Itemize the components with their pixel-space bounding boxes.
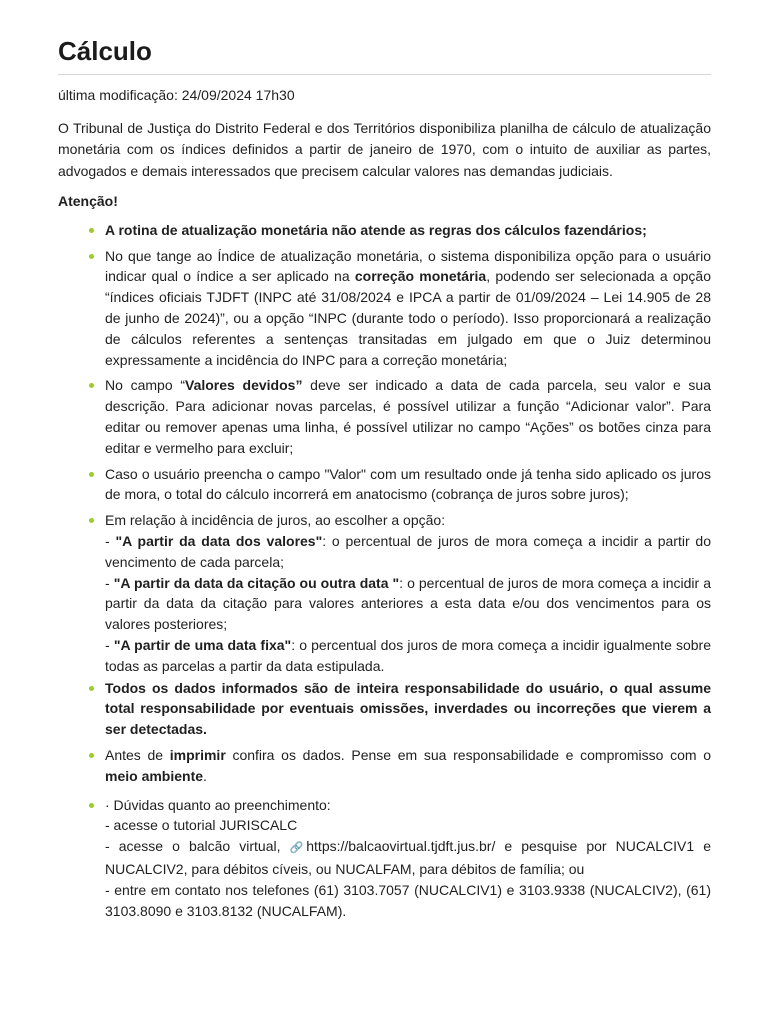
item-text: Antes de xyxy=(105,747,170,764)
dash: - xyxy=(105,637,114,654)
item-text: : o percentual dos juros de mora começa a incidir igualmente sobre todas as parcelas a partir da data estipulada. xyxy=(105,637,712,674)
list-item xyxy=(105,795,711,922)
item-text: A rotina de atualização monetária não atende as regras dos cálculos fazendários; xyxy=(105,221,647,238)
item-bold: Todos os dados informados são de inteira responsabilidade do usuário, o qual assume total responsabilidade por eventuais omissões, inverdades ou incorreções que vierem a ser detectadas. xyxy=(105,679,711,738)
list-item xyxy=(105,510,711,676)
list-item xyxy=(105,678,711,740)
bullet-dot-icon xyxy=(89,228,94,233)
item-text: No que tange ao Índice de atualização monetária, o sistema disponibiliza opção para o usuário indicar qual o índice a ser aplicado na xyxy=(105,247,711,285)
item-text: : o percentual de juros de mora começa a incidir a partir da data da citação para valores anteriores a esta data e/ou dos vencimentos para os valores posteriores; xyxy=(105,574,711,633)
item-text: deve ser indicado a data de cada parcela, seu valor e sua descrição. Para adicionar novas parcelas, é possível utilizar a função “Adicionar valor”. Para editar ou remover apenas uma linha, é possível utilizar no campo “Ações” os botões cinza para editar e vermelho para excluir; xyxy=(105,377,712,456)
item-text: . xyxy=(203,767,207,784)
bullet-dot-icon xyxy=(89,753,94,758)
item-bold: "A partir da data da citação ou outra data " xyxy=(113,574,400,591)
title-divider xyxy=(58,74,711,75)
list-item xyxy=(105,464,711,506)
attention-heading: Atenção! xyxy=(58,192,118,209)
item-bold: "A partir de uma data fixa" xyxy=(113,637,292,654)
item-text: Em relação à incidência de juros, ao escolher a opção: xyxy=(105,512,446,529)
item-text: - entre em contato nos telefones (61) 3103.7057 (NUCALCIV1) e 3103.9338 (NUCALCIV2), (61) 3103.8090 e 3103.8132 (NUCALFAM). xyxy=(105,881,711,919)
item-bold: correção monetária xyxy=(354,268,487,285)
last-modified: última modificação: 24/09/2024 17h30 xyxy=(58,87,295,103)
balcao-virtual-link[interactable]: https://balcaovirtual.tjdft.jus.br/ xyxy=(306,838,496,855)
list-item xyxy=(105,246,711,371)
list-item xyxy=(105,375,711,458)
item-text: : o percentual de juros de mora começa a incidir a partir do vencimento de cada parcela; xyxy=(105,533,711,570)
item-bold: meio ambiente xyxy=(105,767,204,784)
item-text: No campo “ xyxy=(105,377,186,394)
item-text: e pesquise por NUCALCIV1 e NUCALCIV2, para débitos cíveis, ou NUCALFAM, para débitos de família; ou xyxy=(105,838,712,877)
notice-list xyxy=(58,220,711,922)
link-icon: 🔗 xyxy=(289,842,304,855)
bullet-dot-icon xyxy=(89,803,94,808)
bullet-dot-icon xyxy=(89,472,94,477)
item-text: , podendo ser selecionada a opção “índices oficiais TJDFT (INPC até 31/08/2024 e IPCA a partir de 01/09/2024 – Lei 14.905 de 28 de junho de 2024)”, ou a opção “INPC (durante todo o período). Isso proporcionará a realização de cálculos referentes a sentenças transitadas em julgado em que o Juiz determinou expressamente a incidência do INPC para a correção monetária; xyxy=(105,268,712,368)
item-text: confira os dados. Pense em sua responsabilidade e compromisso com o xyxy=(225,747,711,764)
bullet-dot-icon xyxy=(89,254,94,259)
item-bold: "A partir da data dos valores" xyxy=(115,533,323,550)
list-item xyxy=(105,745,711,787)
bullet-dot-icon xyxy=(89,518,94,523)
item-bold: imprimir xyxy=(169,747,226,764)
dash: - xyxy=(105,533,116,550)
bullet-dot-icon xyxy=(89,686,94,691)
bullet-dot-icon xyxy=(89,383,94,388)
item-text: - acesse o balcão virtual, xyxy=(105,838,290,855)
tutorial-link[interactable]: - acesse o tutorial JURISCALC xyxy=(105,817,298,834)
intro-paragraph: O Tribunal de Justiça do Distrito Federal e dos Territórios disponibiliza planilha de cálculo de atualização monetária com os índices definidos a partir de janeiro de 1970, com o intuito de auxiliar as partes, advogados e demais interessados que precisem calcular valores nas demandas judiciais. xyxy=(58,120,711,179)
dash: - xyxy=(105,574,114,591)
list-item xyxy=(105,220,711,241)
item-bold: Valores devidos” xyxy=(185,377,303,394)
page-title: Cálculo xyxy=(58,36,152,66)
item-text: Caso o usuário preencha o campo "Valor" com um resultado onde já tenha sido aplicado os juros de mora, o total do cálculo incorrerá em anatocismo (cobrança de juros sobre juros); xyxy=(105,465,711,503)
item-text: · Dúvidas quanto ao preenchimento: xyxy=(105,796,331,813)
